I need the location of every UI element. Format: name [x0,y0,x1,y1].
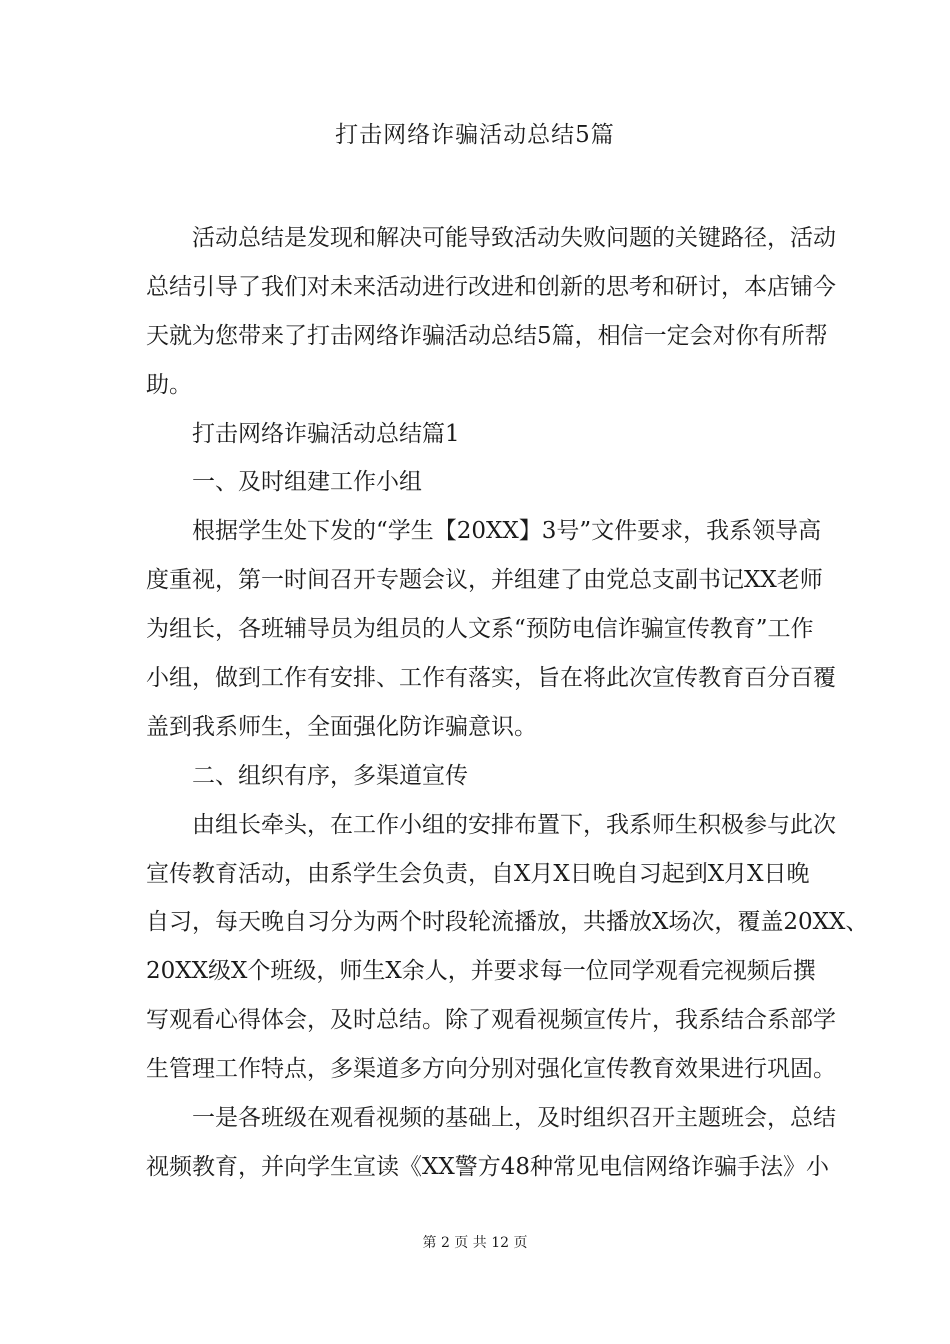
paragraph-line: 活动总结是发现和解决可能导致活动失败问题的关键路径，活动 [192,225,836,251]
subsection-heading: 一、及时组建工作小组 [192,469,422,496]
paragraph-line: 宣传教育活动，由系学生会负责，自X月X日晚自习起到X月X日晚 [146,860,810,887]
paragraph-line: 生管理工作特点，多渠道多方向分别对强化宣传教育效果进行巩固。 [146,1056,836,1083]
paragraph-line: 为组长，各班辅导员为组员的人文系“预防电信诈骗宣传教育”工作 [146,616,814,643]
paragraph-line: 一是各班级在观看视频的基础上，及时组织召开主题班会，总结 [192,1105,836,1132]
paragraph-line: 天就为您带来了打击网络诈骗活动总结5篇，相信一定会对你有所帮 [146,322,828,349]
paragraph-line: 助。 [146,371,192,398]
paragraph-line: 总结引导了我们对未来活动进行改进和创新的思考和研讨，本店铺今 [146,273,836,300]
document-title: 打击网络诈骗活动总结5篇 [335,122,615,148]
subsection-heading: 二、组织有序，多渠道宣传 [192,762,468,789]
paragraph-line: 小组，做到工作有安排、工作有落实，旨在将此次宣传教育百分百覆 [146,665,836,692]
paragraph-line: 盖到我系师生，全面强化防诈骗意识。 [146,713,537,740]
paragraph-line: 写观看心得体会，及时总结。除了观看视频宣传片，我系结合系部学 [146,1007,836,1034]
section-heading: 打击网络诈骗活动总结篇1 [192,420,460,447]
document-body [146,214,869,1192]
paragraph-line: 度重视，第一时间召开专题会议，并组建了由党总支副书记XX老师 [146,567,823,594]
paragraph-line: 由组长牵头，在工作小组的安排布置下，我系师生积极参与此次 [192,811,836,838]
page-number-footer: 第 2 页 共 12 页 [422,1235,528,1251]
paragraph-line: 自习，每天晚自习分为两个时段轮流播放，共播放X场次，覆盖20XX、 [146,909,869,936]
paragraph-line: 视频教育，并向学生宣读《XX警方48种常见电信网络诈骗手法》小 [146,1153,830,1180]
paragraph-line: 20XX级X个班级，师生X余人，并要求每一位同学观看完视频后撰 [146,958,816,985]
paragraph-line: 根据学生处下发的“学生【20XX】3号”文件要求，我系领导高 [192,518,822,545]
